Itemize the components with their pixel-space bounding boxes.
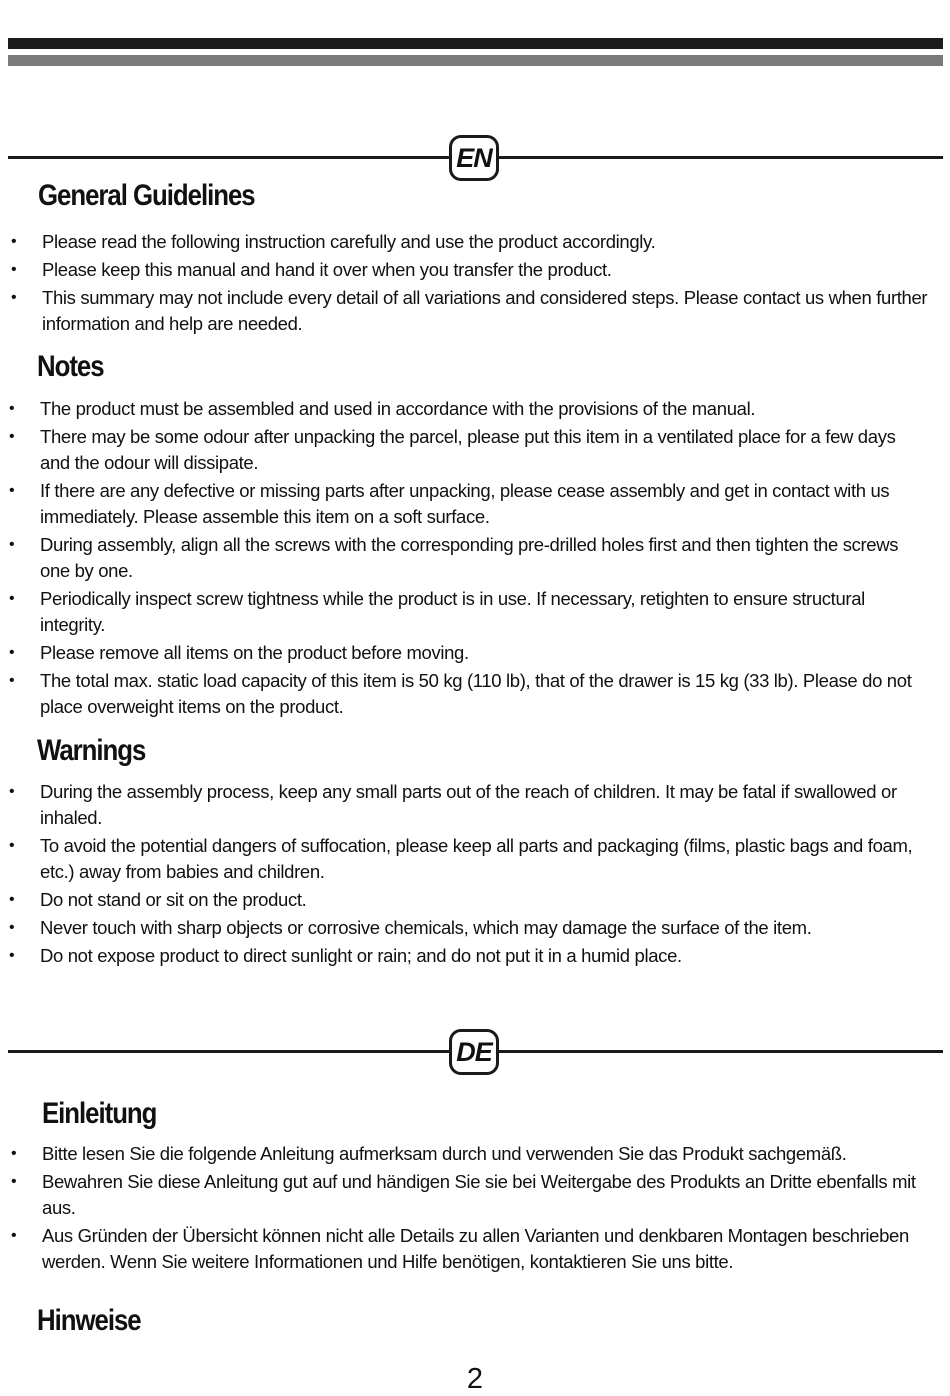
hinweise-heading: Hinweise — [37, 1304, 141, 1337]
list-item: • There may be some odour after unpacking the parcel, please put this item in a ventilated place for a few days and the odour will dissipate. — [40, 424, 930, 476]
list-item: • Please remove all items on the product before moving. — [40, 640, 930, 666]
list-item: • Please read the following instruction carefully and use the product accordingly. — [42, 229, 942, 255]
page-number: 2 — [466, 1363, 484, 1395]
warnings-heading: Warnings — [37, 734, 146, 767]
list-item: • Do not expose product to direct sunlight or rain; and do not put it in a humid place. — [40, 943, 930, 969]
header-bar-dark — [8, 38, 943, 49]
list-item: • To avoid the potential dangers of suffocation, please keep all parts and packaging (films, plastic bags and foam, etc.) away from babies and children. — [40, 833, 930, 885]
language-badge-de: DE — [449, 1029, 499, 1075]
language-badge-en: EN — [449, 135, 499, 181]
list-item: • This summary may not include every detail of all variations and considered steps. Please contact us when further information and help are needed. — [42, 285, 942, 337]
list-item: • During assembly, align all the screws with the corresponding pre-drilled holes first and then tighten the screws one by one. — [40, 532, 930, 584]
einleitung-list — [42, 1141, 942, 1275]
list-item: • The product must be assembled and used in accordance with the provisions of the manual. — [40, 396, 930, 422]
list-item: • During the assembly process, keep any small parts out of the reach of children. It may be fatal if swallowed or inhaled. — [40, 779, 930, 831]
list-item: • The total max. static load capacity of this item is 50 kg (110 lb), that of the drawer is 15 kg (33 lb). Please do not place overweight items on the product. — [40, 668, 930, 720]
notes-heading: Notes — [37, 350, 104, 383]
list-item: • If there are any defective or missing parts after unpacking, please cease assembly and get in contact with us immediately. Please assemble this item on a soft surface. — [40, 478, 930, 530]
list-item: • Never touch with sharp objects or corrosive chemicals, which may damage the surface of the item. — [40, 915, 930, 941]
list-item: • Please keep this manual and hand it over when you transfer the product. — [42, 257, 942, 283]
einleitung-heading: Einleitung — [42, 1097, 157, 1130]
notes-list — [40, 396, 930, 720]
header-bar-gray — [8, 55, 943, 66]
list-item: • Aus Gründen der Übersicht können nicht alle Details zu allen Varianten und denkbaren Montagen beschrieben werden. Wenn Sie weitere Informationen und Hilfe benötigen, kontaktieren Sie uns bitte. — [42, 1223, 942, 1275]
general-guidelines-list — [42, 229, 942, 337]
list-item: • Do not stand or sit on the product. — [40, 887, 930, 913]
list-item: • Bewahren Sie diese Anleitung gut auf und händigen Sie sie bei Weitergabe des Produkts an Dritte ebenfalls mit aus. — [42, 1169, 942, 1221]
general-guidelines-heading: General Guidelines — [38, 179, 255, 212]
list-item: • Periodically inspect screw tightness while the product is in use. If necessary, retighten to ensure structural integrity. — [40, 586, 930, 638]
list-item: • Bitte lesen Sie die folgende Anleitung aufmerksam durch und verwenden Sie das Produkt sachgemäß. — [42, 1141, 942, 1167]
warnings-list — [40, 779, 930, 969]
